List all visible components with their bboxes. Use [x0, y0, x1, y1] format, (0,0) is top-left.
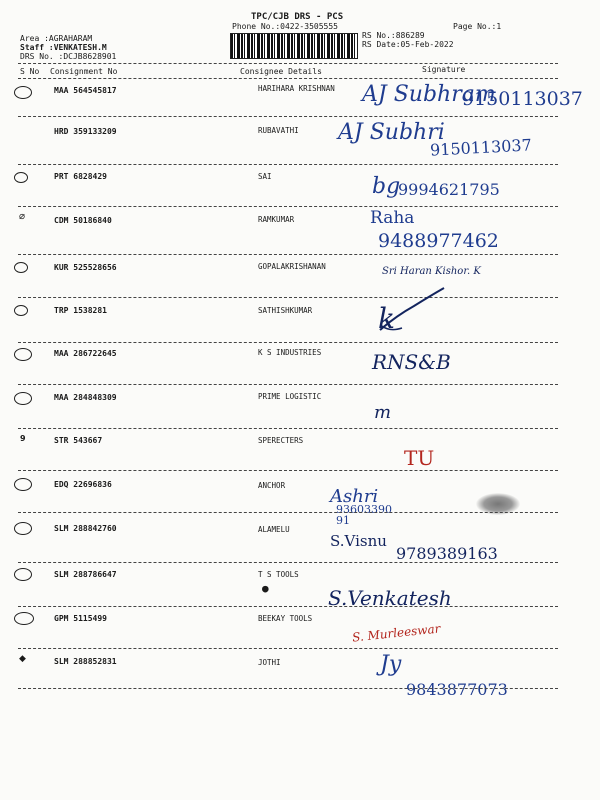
header-divider [18, 63, 558, 64]
consignee-name: PRIME LOGISTIC [258, 392, 322, 401]
consignment-no: CDM 50186840 [54, 216, 112, 225]
row-number-circle [14, 568, 32, 581]
consignee-name: ANCHOR [258, 481, 286, 490]
consignment-no: SLM 288842760 [54, 524, 117, 533]
signature: S. Murleeswar [351, 621, 442, 645]
col-consignment: Consignment No [50, 67, 118, 76]
col-sno: S No [20, 67, 40, 76]
row-divider [18, 164, 558, 165]
consignment-no: PRT 6828429 [54, 172, 107, 181]
row-divider [18, 688, 558, 689]
signature: AJ Subhram [362, 82, 496, 107]
row-divider [18, 470, 558, 471]
row-divider [18, 116, 558, 117]
signature: Sri Haran Kishor. K [382, 266, 481, 277]
row-divider [18, 428, 558, 429]
consignee-name: GOPALAKRISHANAN [258, 262, 326, 271]
stray-mark: ● [262, 582, 269, 595]
signature-phone: 9843877073 [406, 680, 508, 699]
signature-phone: 9150113037 [429, 135, 533, 160]
signature: TU [404, 446, 435, 470]
consignee-name: JOTHI [258, 658, 281, 667]
consignee-name: HARIHARA KRISHNAN [258, 84, 335, 93]
signature-phone: 9488977462 [378, 230, 499, 252]
signature: S.Visnu [330, 532, 387, 550]
rs-number: RS No.:886289 [362, 31, 425, 40]
consignee-name: K S INDUSTRIES [258, 348, 322, 357]
area-field: Area :AGRAHARAM [20, 34, 93, 43]
signature: m [374, 402, 392, 423]
signature: bg [372, 174, 401, 199]
signature: RNS&B [372, 350, 451, 374]
row-divider [18, 512, 558, 513]
signature: Raha [370, 208, 415, 228]
col-consignee: Consignee Details [240, 67, 322, 76]
rs-date: RS Date:05-Feb-2022 [362, 40, 454, 49]
consignment-no: SLM 288852831 [54, 657, 117, 666]
signature: AJ Subhri [338, 120, 445, 145]
signature-stroke [376, 286, 448, 336]
row-number-circle [14, 478, 32, 491]
row-divider [18, 342, 558, 343]
consignment-no: MAA 286722645 [54, 349, 117, 358]
sheet-title: TPC/CJB DRS - PCS [251, 12, 344, 22]
signature: Ashri [330, 486, 379, 507]
consignment-no: HRD 359133209 [54, 127, 117, 136]
row-number-circle [14, 522, 32, 535]
row-divider [18, 297, 558, 298]
row-mark: ◆ [19, 654, 26, 664]
consignment-no: GPM 5115499 [54, 614, 107, 623]
barcode [230, 33, 358, 59]
consignment-no: STR 543667 [54, 436, 103, 445]
row-number-circle [14, 392, 32, 405]
row-number-circle [14, 305, 28, 316]
row-divider [18, 648, 558, 649]
column-divider [18, 78, 558, 79]
consignment-no: MAA 564545817 [54, 86, 117, 95]
page-number: Page No.:1 [453, 22, 502, 31]
row-divider [18, 206, 558, 207]
row-number-circle [14, 612, 34, 625]
consignee-name: SPERECTERS [258, 436, 304, 445]
consignment-no: EDQ 22696836 [54, 480, 112, 489]
consignee-name: SAI [258, 172, 272, 181]
col-signature: Signature [422, 65, 466, 74]
consignment-no: SLM 288786647 [54, 570, 117, 579]
row-number-circle [14, 86, 32, 99]
consignment-no: MAA 284848309 [54, 393, 117, 402]
row-number: 9 [20, 434, 26, 443]
consignee-name: T S TOOLS [258, 570, 299, 579]
consignee-name: RAMKUMAR [258, 215, 295, 224]
row-number-circle [14, 348, 32, 361]
row-divider [18, 562, 558, 563]
consignee-name: ALAMELU [258, 525, 290, 534]
row-divider [18, 254, 558, 255]
signature-phone: 9789389163 [396, 544, 498, 563]
staff-field: Staff :VENKATESH.M [20, 43, 107, 52]
row-divider [18, 606, 558, 607]
consignee-name: SATHISHKUMAR [258, 306, 313, 315]
signature: Jy [380, 652, 402, 677]
row-number-circle [14, 262, 28, 273]
consignment-no: KUR 525528656 [54, 263, 117, 272]
phone-number: Phone No.:0422-3505555 [232, 22, 338, 31]
signature: S.Venkatesh [328, 586, 452, 610]
row-number-circle [14, 172, 28, 183]
signature-phone: 9994621795 [398, 180, 500, 199]
row-divider [18, 384, 558, 385]
row-mark: ⌀ [19, 211, 26, 222]
consignee-name: RUBAVATHI [258, 126, 299, 135]
signature-phone: 9360339091 [336, 503, 392, 527]
drs-number: DRS No. :DCJB8628901 [20, 52, 117, 61]
consignee-name: BEEKAY TOOLS [258, 614, 313, 623]
consignment-no: TRP 1538281 [54, 306, 107, 315]
signature-phone: 9150113037 [462, 88, 583, 110]
signature: k [378, 302, 395, 335]
